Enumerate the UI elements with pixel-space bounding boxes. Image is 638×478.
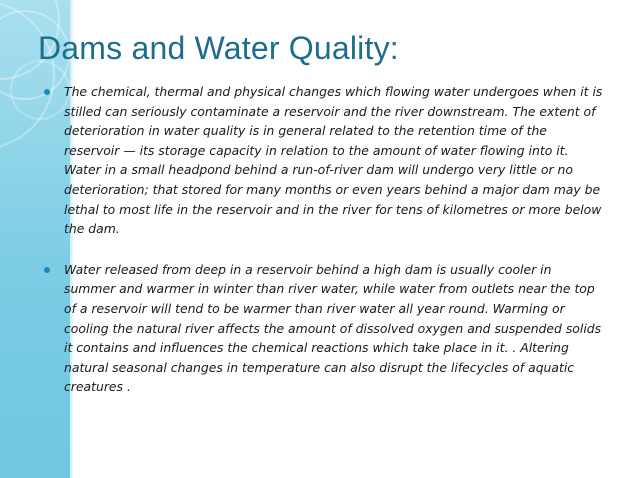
slide-title: Dams and Water Quality: xyxy=(38,30,399,66)
bullet-text: Water released from deep in a reservoir behind a high dam is usually cooler in summer and warmer in winter than river water, while water from outlets near the top of a reservoir will tend to be warmer than river water all year round. Warming or cooling the natural river affects the amount of dissolved oxygen and suspended solids it contains and influences the chemical reactions which take place in it. . Altering natural seasonal changes in temperature can also disrupt the lifecycles of aquatic creatures . xyxy=(64,261,602,395)
bullet-dot-icon xyxy=(44,89,50,95)
bullet-item xyxy=(40,82,605,239)
bullet-text: The chemical, thermal and physical changes which flowing water undergoes when it is stilled can seriously contaminate a reservoir and the river downstream. The extent of deterioration in water quality is in general related to the retention time of the reservoir — its storage capacity in relation to the amount of water flowing into it. Water in a small headpond behind a run-of-river dam will undergo very little or no deterioration; that stored for many months or even years behind a major dam may be lethal to most life in the reservoir and in the river for tens of kilometres or more below the dam. xyxy=(64,84,603,237)
bullet-item xyxy=(40,260,605,397)
bullet-dot-icon xyxy=(44,267,50,273)
slide-content xyxy=(40,82,605,418)
